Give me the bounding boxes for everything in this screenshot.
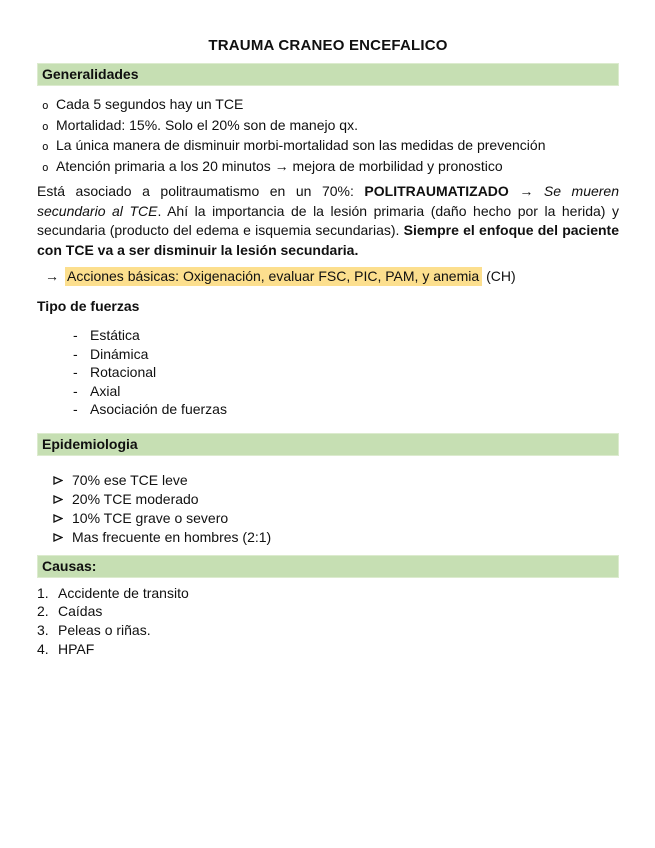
list-item (37, 95, 619, 116)
list-item-text: 10% TCE grave o severo (72, 509, 229, 526)
causas-list (37, 584, 619, 659)
list-item-text: Dinámica (90, 345, 149, 362)
list-item-text: Peleas o riñas. (58, 621, 151, 638)
arrowhead-bullet-icon (53, 490, 72, 504)
list-item (37, 326, 619, 345)
list-item-text: Accidente de transito (58, 584, 189, 601)
generalidades-list (37, 95, 619, 177)
list-item-text: Mas frecuente en hombres (2:1) (72, 528, 272, 545)
document-title: TRAUMA CRANEO ENCEFALICO (208, 37, 448, 54)
paragraph-run: . Ahí la importancia de la lesión primaria (daño hecho por la herida) y secundaria (producto del edema e isquemia secundarias). (37, 202, 620, 238)
arrowhead-bullet-icon (53, 528, 72, 542)
paragraph-run-bold: POLITRAUMATIZADO → (364, 183, 544, 199)
section-header-epidemiologia (37, 433, 619, 456)
highlighted-action-line (37, 267, 619, 286)
list-item-text: Mortalidad: 15%. Solo el 20% son de manejo qx. (56, 116, 358, 133)
list-item (37, 584, 619, 603)
circle-bullet: o (42, 99, 49, 112)
list-item-text: La única manera de disminuir morbi-mortalidad son las medidas de prevención (56, 137, 546, 153)
list-number: 2. (37, 603, 49, 620)
circle-bullet: o (42, 160, 49, 174)
list-item (37, 157, 619, 178)
circle-bullet: o (42, 140, 49, 153)
paragraph-run: Está asociado a politraumatismo en un 70%: (37, 183, 365, 199)
subheading-tipo-de-fuerzas: Tipo de fuerzas (37, 298, 140, 314)
list-item-text: Asociación de fuerzas (90, 401, 227, 417)
list-number: 4. (37, 640, 49, 657)
highlighted-text: Acciones básicas: Oxigenación, evaluar FSC, PIC, PAM, y anemia (65, 267, 482, 286)
arrowhead-bullet-icon (53, 509, 72, 523)
list-item-text: Axial (90, 382, 121, 399)
dash-bullet: - (73, 364, 78, 380)
list-item-text: Caídas (58, 603, 103, 620)
circle-bullet: o (42, 119, 49, 133)
section-header-generalidades (37, 63, 619, 86)
list-item (37, 471, 619, 490)
list-item-text: Estática (90, 327, 140, 343)
list-item (37, 116, 619, 137)
list-item (37, 509, 619, 528)
action-suffix-text: (CH) (486, 268, 516, 284)
fuerzas-list (37, 326, 619, 419)
section-header-label: Causas: (42, 557, 97, 574)
paragraph-run-bold: Siempre el enfoque del paciente con TCE va a ser disminuir la lesión secundaria. (37, 222, 619, 258)
dash-bullet: - (73, 345, 78, 362)
intro-paragraph (37, 182, 619, 260)
list-item (37, 640, 619, 659)
list-item (37, 490, 619, 509)
dash-bullet: - (73, 327, 78, 343)
list-item-text: 20% TCE moderado (72, 490, 199, 507)
list-number: 1. (37, 584, 49, 601)
list-item-text: Rotacional (90, 364, 157, 380)
paragraph-run-italic: Se mueren secundario al TCE (37, 183, 619, 219)
list-item (37, 363, 619, 382)
dash-bullet: - (73, 382, 78, 399)
list-item-text: Atención primaria a los 20 minutos → mejora de morbilidad y pronostico (56, 157, 503, 174)
right-arrow-glyph: → (45, 268, 59, 284)
list-item-text: Cada 5 segundos hay un TCE (56, 96, 244, 112)
section-header-label: Generalidades (42, 66, 139, 82)
arrowhead-bullet-icon (53, 471, 72, 485)
list-item (37, 345, 619, 364)
section-header-causas (37, 555, 619, 578)
list-number: 3. (37, 621, 49, 638)
list-item (37, 136, 619, 157)
epidemiologia-list (37, 471, 619, 547)
list-item (37, 528, 619, 547)
list-item (37, 382, 619, 401)
section-header-label: Epidemiologia (42, 435, 138, 452)
list-item (37, 602, 619, 621)
list-item (37, 400, 619, 419)
list-item (37, 621, 619, 640)
dash-bullet: - (73, 401, 78, 417)
list-item-text: HPAF (58, 640, 95, 657)
list-item-text: 70% ese TCE leve (72, 471, 188, 488)
